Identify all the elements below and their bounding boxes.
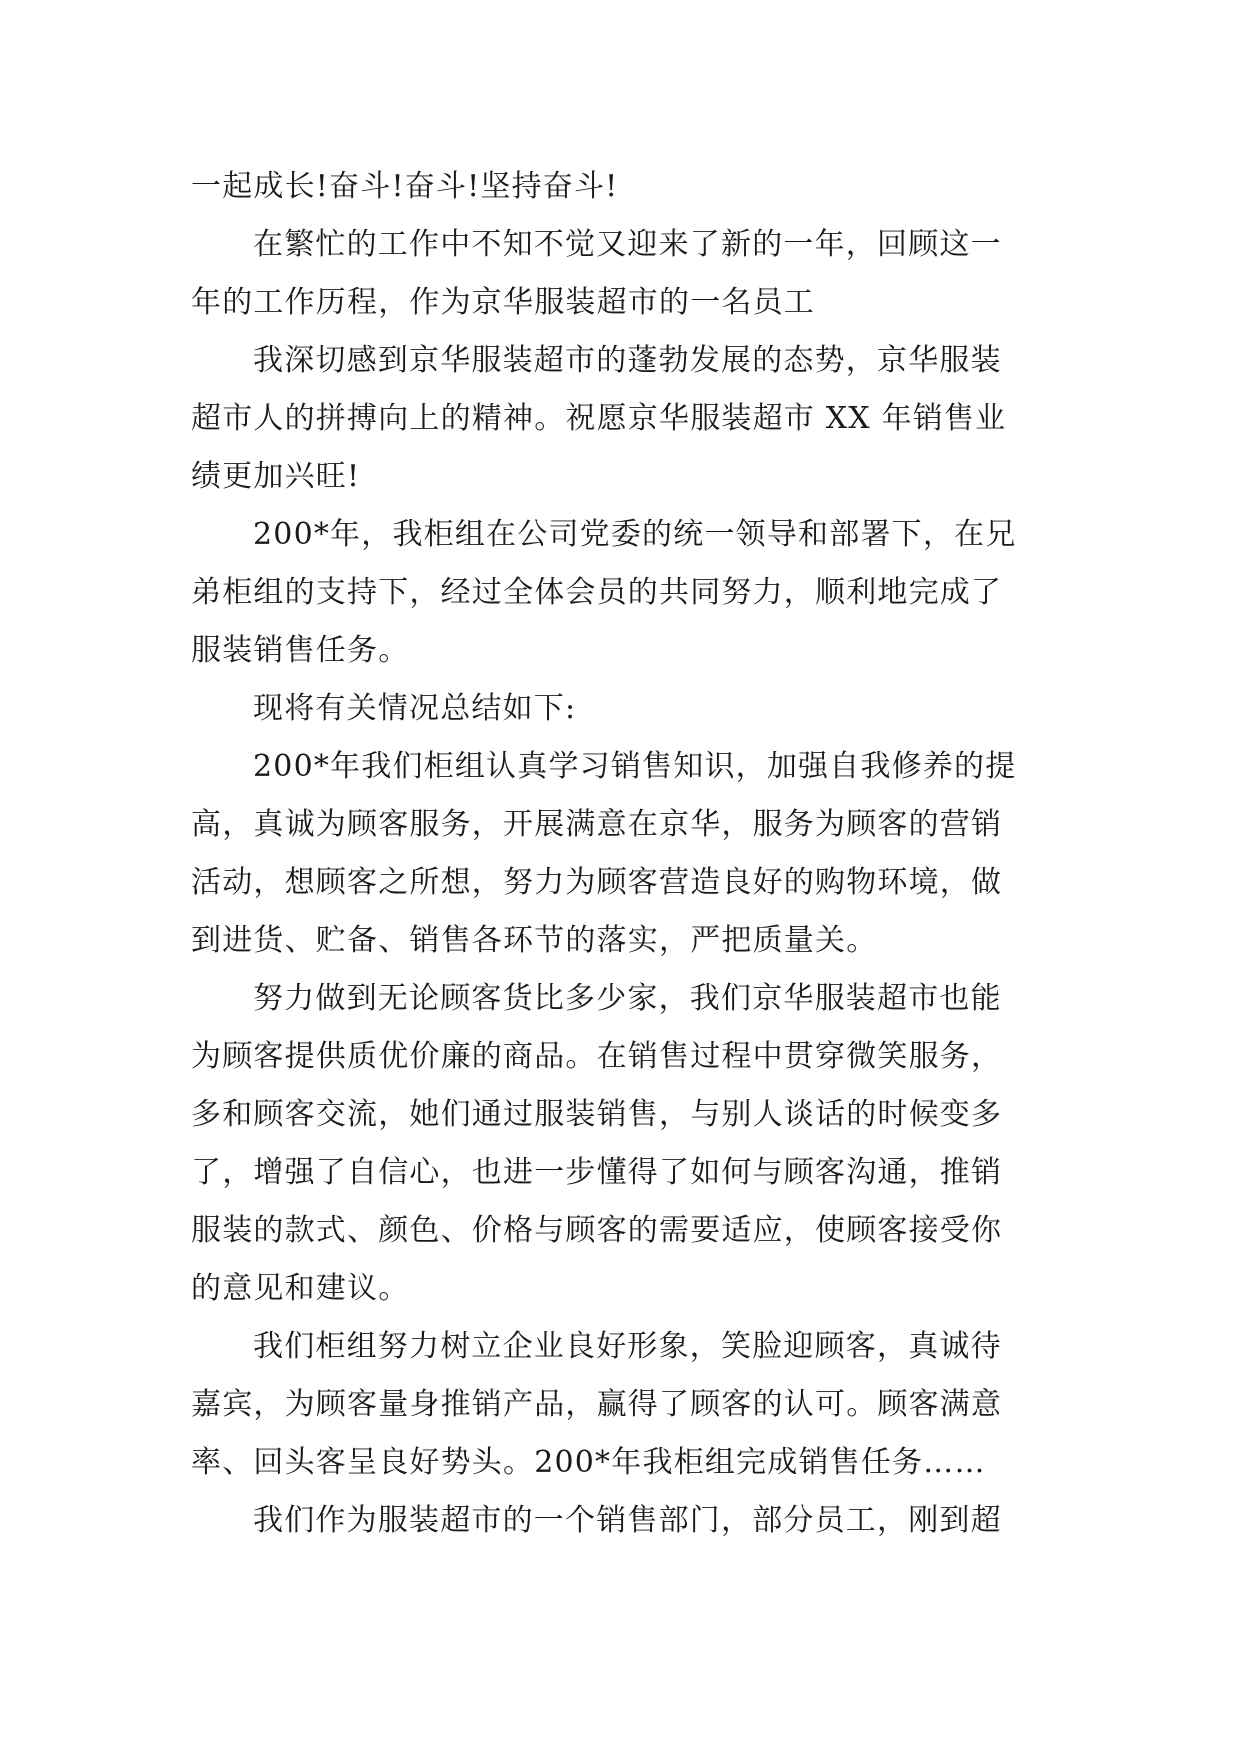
text-line: 在繁忙的工作中不知不觉又迎来了新的一年，回顾这一 (253, 227, 1002, 262)
text-line: 率、回头客呈良好势头。200*年我柜组完成销售任务…… (191, 1445, 986, 1480)
text-line: 现将有关情况总结如下: (253, 691, 577, 726)
text-line: 的意见和建议。 (191, 1271, 410, 1306)
text-line: 嘉宾，为顾客量身推销产品，赢得了顾客的认可。顾客满意 (191, 1387, 1003, 1422)
text-line: 服装销售任务。 (191, 633, 410, 668)
text-line: 我们作为服装超市的一个销售部门，部分员工，刚到超 (253, 1503, 1002, 1538)
text-line: 一起成长!奋斗!奋斗!坚持奋斗! (191, 169, 619, 204)
text-line: 绩更加兴旺! (191, 459, 361, 494)
text-line: 200*年，我柜组在公司党委的统一领导和部署下，在兄 (253, 517, 1017, 552)
text-line: 高，真诚为顾客服务，开展满意在京华，服务为顾客的营销 (191, 807, 1003, 842)
text-line: 超市人的拼搏向上的精神。祝愿京华服装超市 XX 年销售业 (191, 401, 1007, 436)
text-line: 为顾客提供质优价廉的商品。在销售过程中贯穿微笑服务， (191, 1039, 1003, 1074)
text-line: 年的工作历程，作为京华服装超市的一名员工 (191, 285, 815, 320)
text-line: 弟柜组的支持下，经过全体会员的共同努力，顺利地完成了 (191, 575, 1003, 610)
document-body (191, 158, 1051, 1550)
text-line: 我深切感到京华服装超市的蓬勃发展的态势，京华服装 (253, 343, 1002, 378)
text-line: 我们柜组努力树立企业良好形象，笑脸迎顾客，真诚待 (253, 1329, 1002, 1364)
text-line: 多和顾客交流，她们通过服装销售，与别人谈话的时候变多 (191, 1097, 1003, 1132)
text-line: 了，增强了自信心，也进一步懂得了如何与顾客沟通，推销 (191, 1155, 1003, 1190)
text-line: 200*年我们柜组认真学习销售知识，加强自我修养的提 (253, 749, 1017, 784)
text-line: 活动，想顾客之所想，努力为顾客营造良好的购物环境，做 (191, 865, 1003, 900)
text-line: 到进货、贮备、销售各环节的落实，严把质量关。 (191, 923, 878, 958)
text-line: 努力做到无论顾客货比多少家，我们京华服装超市也能 (253, 981, 1002, 1016)
text-line: 服装的款式、颜色、价格与顾客的需要适应，使顾客接受你 (191, 1213, 1003, 1248)
